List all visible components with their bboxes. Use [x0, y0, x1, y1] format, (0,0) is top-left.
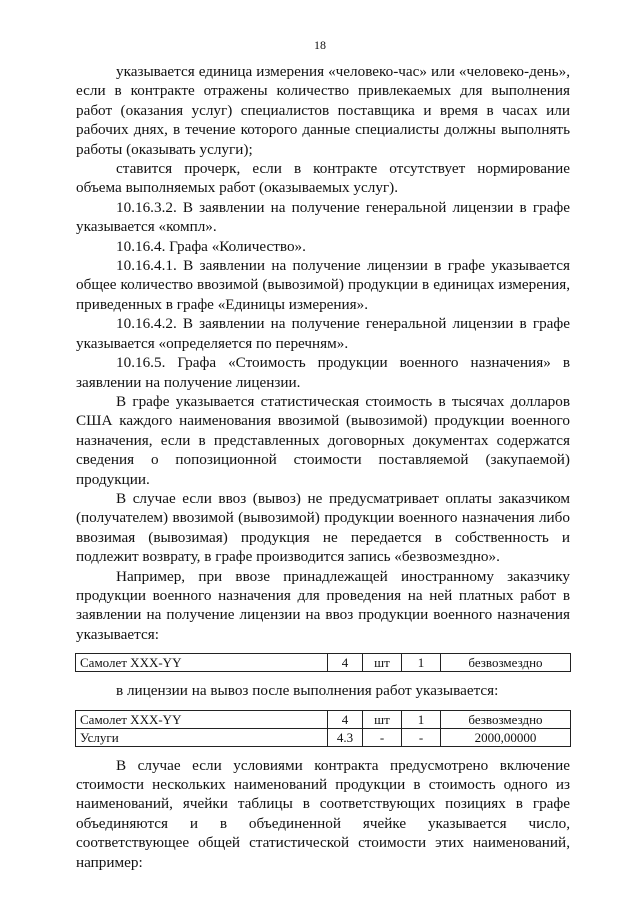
paragraph: указывается единица измерения «человеко-час» или «человеко-день», если в контракте отражены количество привлекаемых для выполнения работ (оказания услуг) специалистов поставщика и время в часах или рабочих днях, в течение которого данные специалисты должны выполнять работы (оказывать услуги); — [76, 63, 570, 158]
paragraph: ставится прочерк, если в контракте отсутствует нормирование объема выполняемых работ (оказываемых услуг). — [76, 160, 570, 197]
table-cell-code: 4 — [328, 710, 363, 728]
table-cell-quantity: - — [402, 728, 441, 746]
paragraph: 10.16.4. Графа «Количество». — [116, 237, 306, 255]
paragraph: в лицензии на вывоз после выполнения работ указывается: — [116, 682, 499, 700]
table-cell-quantity: 1 — [402, 654, 441, 672]
table-cell-unit: шт — [363, 710, 402, 728]
table-cell-name: Самолет XXX-YY — [76, 710, 328, 728]
table-row — [76, 710, 571, 728]
table-cell-code: 4.3 — [328, 728, 363, 746]
table-cell-unit: шт — [363, 654, 402, 672]
table-row — [76, 728, 571, 746]
table-cell-name: Услуги — [76, 728, 328, 746]
table-row — [76, 654, 571, 672]
table-cell-cost: безвозмездно — [441, 710, 571, 728]
paragraph: 10.16.5. Графа «Стоимость продукции военного назначения» в заявлении на получение лицензии. — [76, 354, 570, 391]
table-cell-cost: безвозмездно — [441, 654, 571, 672]
table-cell-quantity: 1 — [402, 710, 441, 728]
paragraph: В случае если ввоз (вывоз) не предусматривает оплаты заказчиком (получателем) ввозимой (вывозимой) продукции военного назначения либо ввозимая (вывозимая) продукция не передается в собственность и подлежит возврату, в графе производится запись «безвозмездно». — [76, 489, 570, 566]
paragraph: 10.16.4.1. В заявлении на получение лицензии в графе указывается общее количество ввозимой (вывозимой) продукции в единицах измерения, приведенных в графе «Единицы измерения». — [76, 257, 570, 313]
paragraph: 10.16.4.2. В заявлении на получение генеральной лицензии в графе указывается «определяется по перечням». — [76, 315, 570, 352]
table-cell-name: Самолет XXX-YY — [76, 654, 328, 672]
export-license-table — [75, 710, 571, 747]
document-body — [76, 62, 570, 872]
import-license-table — [75, 653, 571, 672]
paragraph: В случае если условиями контракта предусмотрено включение стоимости нескольких наименований продукции в стоимость одного из наименований, ячейки таблицы в соответствующих позициях в графе объединяются и в объединенной ячейке указывается число, соответствующее общей статистической стоимости этих наименований, например: — [76, 756, 570, 871]
paragraph: В графе указывается статистическая стоимость в тысячах долларов США каждого наименования ввозимой (вывозимой) продукции военного назначения, если в представленных договорных документах содержатся сведения о попозиционной стоимости поставляемой (закупаемой) продукции. — [76, 392, 570, 488]
page-number: 18 — [314, 38, 326, 52]
paragraph: Например, при ввозе принадлежащей иностранному заказчику продукции военного назначения для проведения на ней платных работ в заявлении на получение лицензии на ввоз продукции военного назначения указывается: — [76, 567, 570, 643]
paragraph: 10.16.3.2. В заявлении на получение генеральной лицензии в графе указывается «компл». — [76, 198, 570, 236]
table-cell-cost: 2000,00000 — [441, 728, 571, 746]
table-cell-code: 4 — [328, 654, 363, 672]
table-cell-unit: - — [363, 728, 402, 746]
